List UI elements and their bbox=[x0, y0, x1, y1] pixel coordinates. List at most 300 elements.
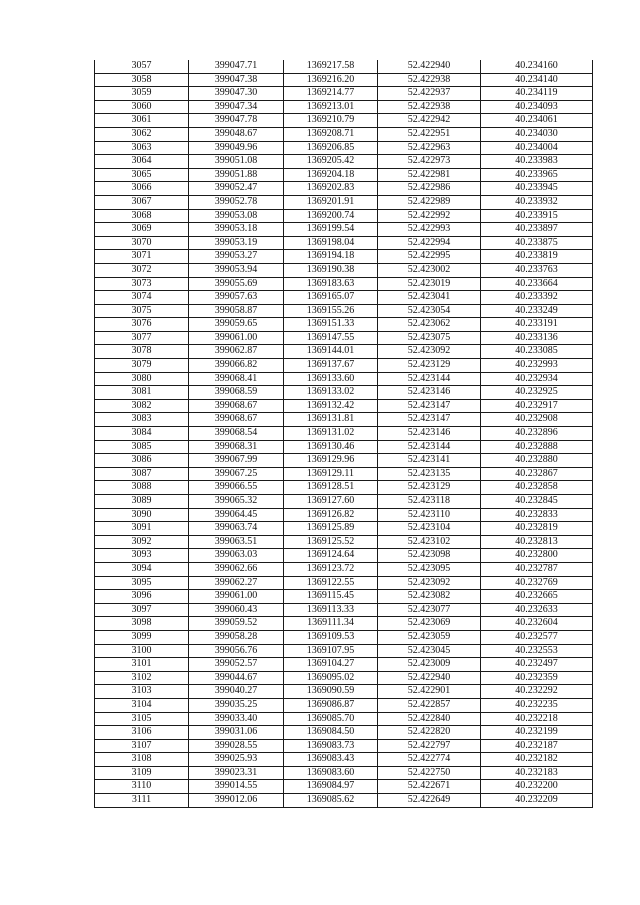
point-number-cell: 3081 bbox=[95, 386, 189, 400]
table-row bbox=[95, 223, 593, 237]
point-number-cell: 3059 bbox=[95, 87, 189, 101]
point-number-cell: 3102 bbox=[95, 671, 189, 685]
latitude-cell: 52.422774 bbox=[378, 753, 481, 767]
x-coordinate-cell: 399023.31 bbox=[189, 766, 284, 780]
longitude-cell: 40.232896 bbox=[481, 427, 593, 441]
latitude-cell: 52.423069 bbox=[378, 617, 481, 631]
coordinates-table bbox=[94, 60, 593, 808]
y-coordinate-cell: 1369198.04 bbox=[284, 236, 378, 250]
table-row bbox=[95, 141, 593, 155]
table-row bbox=[95, 454, 593, 468]
y-coordinate-cell: 1369144.01 bbox=[284, 345, 378, 359]
x-coordinate-cell: 399064.45 bbox=[189, 508, 284, 522]
y-coordinate-cell: 1369206.85 bbox=[284, 141, 378, 155]
x-coordinate-cell: 399065.32 bbox=[189, 495, 284, 509]
table-row bbox=[95, 100, 593, 114]
table-row bbox=[95, 535, 593, 549]
table-row bbox=[95, 481, 593, 495]
point-number-cell: 3078 bbox=[95, 345, 189, 359]
table-row bbox=[95, 549, 593, 563]
point-number-cell: 3091 bbox=[95, 522, 189, 536]
y-coordinate-cell: 1369205.42 bbox=[284, 155, 378, 169]
y-coordinate-cell: 1369085.62 bbox=[284, 794, 378, 808]
table-row bbox=[95, 630, 593, 644]
y-coordinate-cell: 1369083.60 bbox=[284, 766, 378, 780]
table-row bbox=[95, 780, 593, 794]
x-coordinate-cell: 399068.59 bbox=[189, 386, 284, 400]
y-coordinate-cell: 1369125.89 bbox=[284, 522, 378, 536]
latitude-cell: 52.422938 bbox=[378, 100, 481, 114]
table-row bbox=[95, 386, 593, 400]
latitude-cell: 52.422993 bbox=[378, 223, 481, 237]
point-number-cell: 3104 bbox=[95, 698, 189, 712]
point-number-cell: 3067 bbox=[95, 195, 189, 209]
point-number-cell: 3069 bbox=[95, 223, 189, 237]
latitude-cell: 52.423129 bbox=[378, 359, 481, 373]
point-number-cell: 3090 bbox=[95, 508, 189, 522]
longitude-cell: 40.232917 bbox=[481, 399, 593, 413]
longitude-cell: 40.234140 bbox=[481, 73, 593, 87]
latitude-cell: 52.423135 bbox=[378, 467, 481, 481]
x-coordinate-cell: 399053.94 bbox=[189, 263, 284, 277]
x-coordinate-cell: 399047.30 bbox=[189, 87, 284, 101]
longitude-cell: 40.232858 bbox=[481, 481, 593, 495]
y-coordinate-cell: 1369213.01 bbox=[284, 100, 378, 114]
longitude-cell: 40.233932 bbox=[481, 195, 593, 209]
longitude-cell: 40.233191 bbox=[481, 318, 593, 332]
y-coordinate-cell: 1369115.45 bbox=[284, 590, 378, 604]
table-row bbox=[95, 658, 593, 672]
table-row bbox=[95, 739, 593, 753]
longitude-cell: 40.233136 bbox=[481, 331, 593, 345]
y-coordinate-cell: 1369107.95 bbox=[284, 644, 378, 658]
point-number-cell: 3098 bbox=[95, 617, 189, 631]
x-coordinate-cell: 399014.55 bbox=[189, 780, 284, 794]
x-coordinate-cell: 399063.74 bbox=[189, 522, 284, 536]
latitude-cell: 52.423104 bbox=[378, 522, 481, 536]
point-number-cell: 3100 bbox=[95, 644, 189, 658]
latitude-cell: 52.423082 bbox=[378, 590, 481, 604]
table-row bbox=[95, 753, 593, 767]
longitude-cell: 40.232187 bbox=[481, 739, 593, 753]
latitude-cell: 52.422797 bbox=[378, 739, 481, 753]
x-coordinate-cell: 399067.99 bbox=[189, 454, 284, 468]
y-coordinate-cell: 1369122.55 bbox=[284, 576, 378, 590]
longitude-cell: 40.233392 bbox=[481, 291, 593, 305]
latitude-cell: 52.422973 bbox=[378, 155, 481, 169]
point-number-cell: 3057 bbox=[95, 60, 189, 73]
x-coordinate-cell: 399035.25 bbox=[189, 698, 284, 712]
x-coordinate-cell: 399049.96 bbox=[189, 141, 284, 155]
latitude-cell: 52.422820 bbox=[378, 726, 481, 740]
y-coordinate-cell: 1369155.26 bbox=[284, 304, 378, 318]
latitude-cell: 52.423146 bbox=[378, 386, 481, 400]
latitude-cell: 52.423098 bbox=[378, 549, 481, 563]
latitude-cell: 52.423147 bbox=[378, 413, 481, 427]
table-row bbox=[95, 698, 593, 712]
y-coordinate-cell: 1369129.11 bbox=[284, 467, 378, 481]
point-number-cell: 3076 bbox=[95, 318, 189, 332]
latitude-cell: 52.422995 bbox=[378, 250, 481, 264]
x-coordinate-cell: 399062.87 bbox=[189, 345, 284, 359]
table-row bbox=[95, 508, 593, 522]
x-coordinate-cell: 399033.40 bbox=[189, 712, 284, 726]
x-coordinate-cell: 399052.78 bbox=[189, 195, 284, 209]
x-coordinate-cell: 399053.18 bbox=[189, 223, 284, 237]
latitude-cell: 52.423144 bbox=[378, 440, 481, 454]
x-coordinate-cell: 399047.34 bbox=[189, 100, 284, 114]
table-row bbox=[95, 331, 593, 345]
point-number-cell: 3085 bbox=[95, 440, 189, 454]
latitude-cell: 52.422750 bbox=[378, 766, 481, 780]
point-number-cell: 3088 bbox=[95, 481, 189, 495]
y-coordinate-cell: 1369137.67 bbox=[284, 359, 378, 373]
point-number-cell: 3089 bbox=[95, 495, 189, 509]
y-coordinate-cell: 1369201.91 bbox=[284, 195, 378, 209]
point-number-cell: 3087 bbox=[95, 467, 189, 481]
x-coordinate-cell: 399061.00 bbox=[189, 331, 284, 345]
y-coordinate-cell: 1369085.70 bbox=[284, 712, 378, 726]
longitude-cell: 40.232845 bbox=[481, 495, 593, 509]
y-coordinate-cell: 1369131.02 bbox=[284, 427, 378, 441]
latitude-cell: 52.422994 bbox=[378, 236, 481, 250]
longitude-cell: 40.234119 bbox=[481, 87, 593, 101]
y-coordinate-cell: 1369200.74 bbox=[284, 209, 378, 223]
table-row bbox=[95, 495, 593, 509]
latitude-cell: 52.423144 bbox=[378, 372, 481, 386]
x-coordinate-cell: 399025.93 bbox=[189, 753, 284, 767]
latitude-cell: 52.423146 bbox=[378, 427, 481, 441]
latitude-cell: 52.423141 bbox=[378, 454, 481, 468]
latitude-cell: 52.423129 bbox=[378, 481, 481, 495]
point-number-cell: 3097 bbox=[95, 603, 189, 617]
longitude-cell: 40.232819 bbox=[481, 522, 593, 536]
longitude-cell: 40.232908 bbox=[481, 413, 593, 427]
y-coordinate-cell: 1369165.07 bbox=[284, 291, 378, 305]
longitude-cell: 40.233819 bbox=[481, 250, 593, 264]
point-number-cell: 3080 bbox=[95, 372, 189, 386]
longitude-cell: 40.232183 bbox=[481, 766, 593, 780]
point-number-cell: 3063 bbox=[95, 141, 189, 155]
longitude-cell: 40.233945 bbox=[481, 182, 593, 196]
y-coordinate-cell: 1369113.33 bbox=[284, 603, 378, 617]
table-row bbox=[95, 318, 593, 332]
table-row bbox=[95, 522, 593, 536]
table-row bbox=[95, 209, 593, 223]
x-coordinate-cell: 399051.08 bbox=[189, 155, 284, 169]
table-row bbox=[95, 195, 593, 209]
y-coordinate-cell: 1369147.55 bbox=[284, 331, 378, 345]
x-coordinate-cell: 399058.28 bbox=[189, 630, 284, 644]
point-number-cell: 3079 bbox=[95, 359, 189, 373]
latitude-cell: 52.423045 bbox=[378, 644, 481, 658]
latitude-cell: 52.423102 bbox=[378, 535, 481, 549]
point-number-cell: 3066 bbox=[95, 182, 189, 196]
x-coordinate-cell: 399055.69 bbox=[189, 277, 284, 291]
table-row bbox=[95, 359, 593, 373]
point-number-cell: 3072 bbox=[95, 263, 189, 277]
y-coordinate-cell: 1369128.51 bbox=[284, 481, 378, 495]
table-row bbox=[95, 345, 593, 359]
y-coordinate-cell: 1369217.58 bbox=[284, 60, 378, 73]
latitude-cell: 52.423092 bbox=[378, 345, 481, 359]
table-row bbox=[95, 372, 593, 386]
longitude-cell: 40.232833 bbox=[481, 508, 593, 522]
longitude-cell: 40.232182 bbox=[481, 753, 593, 767]
latitude-cell: 52.422951 bbox=[378, 127, 481, 141]
y-coordinate-cell: 1369124.64 bbox=[284, 549, 378, 563]
latitude-cell: 52.422901 bbox=[378, 685, 481, 699]
longitude-cell: 40.234160 bbox=[481, 60, 593, 73]
table-row bbox=[95, 617, 593, 631]
x-coordinate-cell: 399068.31 bbox=[189, 440, 284, 454]
x-coordinate-cell: 399047.71 bbox=[189, 60, 284, 73]
y-coordinate-cell: 1369132.42 bbox=[284, 399, 378, 413]
x-coordinate-cell: 399047.78 bbox=[189, 114, 284, 128]
point-number-cell: 3077 bbox=[95, 331, 189, 345]
point-number-cell: 3071 bbox=[95, 250, 189, 264]
x-coordinate-cell: 399012.06 bbox=[189, 794, 284, 808]
longitude-cell: 40.232497 bbox=[481, 658, 593, 672]
longitude-cell: 40.232800 bbox=[481, 549, 593, 563]
table-row bbox=[95, 60, 593, 73]
y-coordinate-cell: 1369129.96 bbox=[284, 454, 378, 468]
longitude-cell: 40.232769 bbox=[481, 576, 593, 590]
y-coordinate-cell: 1369133.02 bbox=[284, 386, 378, 400]
latitude-cell: 52.422940 bbox=[378, 60, 481, 73]
x-coordinate-cell: 399068.54 bbox=[189, 427, 284, 441]
longitude-cell: 40.233085 bbox=[481, 345, 593, 359]
longitude-cell: 40.232292 bbox=[481, 685, 593, 699]
point-number-cell: 3096 bbox=[95, 590, 189, 604]
x-coordinate-cell: 399048.67 bbox=[189, 127, 284, 141]
point-number-cell: 3083 bbox=[95, 413, 189, 427]
point-number-cell: 3074 bbox=[95, 291, 189, 305]
latitude-cell: 52.423092 bbox=[378, 576, 481, 590]
latitude-cell: 52.423002 bbox=[378, 263, 481, 277]
longitude-cell: 40.232209 bbox=[481, 794, 593, 808]
table-row bbox=[95, 427, 593, 441]
table-row bbox=[95, 73, 593, 87]
point-number-cell: 3093 bbox=[95, 549, 189, 563]
point-number-cell: 3101 bbox=[95, 658, 189, 672]
table-row bbox=[95, 590, 593, 604]
point-number-cell: 3082 bbox=[95, 399, 189, 413]
latitude-cell: 52.422938 bbox=[378, 73, 481, 87]
y-coordinate-cell: 1369214.77 bbox=[284, 87, 378, 101]
longitude-cell: 40.232813 bbox=[481, 535, 593, 549]
y-coordinate-cell: 1369151.33 bbox=[284, 318, 378, 332]
table-row bbox=[95, 644, 593, 658]
latitude-cell: 52.422989 bbox=[378, 195, 481, 209]
latitude-cell: 52.423059 bbox=[378, 630, 481, 644]
y-coordinate-cell: 1369126.82 bbox=[284, 508, 378, 522]
x-coordinate-cell: 399028.55 bbox=[189, 739, 284, 753]
table-row bbox=[95, 114, 593, 128]
longitude-cell: 40.232553 bbox=[481, 644, 593, 658]
y-coordinate-cell: 1369131.81 bbox=[284, 413, 378, 427]
y-coordinate-cell: 1369210.79 bbox=[284, 114, 378, 128]
x-coordinate-cell: 399061.00 bbox=[189, 590, 284, 604]
y-coordinate-cell: 1369104.27 bbox=[284, 658, 378, 672]
longitude-cell: 40.232359 bbox=[481, 671, 593, 685]
table-row bbox=[95, 685, 593, 699]
longitude-cell: 40.233965 bbox=[481, 168, 593, 182]
longitude-cell: 40.232199 bbox=[481, 726, 593, 740]
point-number-cell: 3107 bbox=[95, 739, 189, 753]
point-number-cell: 3103 bbox=[95, 685, 189, 699]
latitude-cell: 52.422840 bbox=[378, 712, 481, 726]
point-number-cell: 3095 bbox=[95, 576, 189, 590]
latitude-cell: 52.423041 bbox=[378, 291, 481, 305]
longitude-cell: 40.233983 bbox=[481, 155, 593, 169]
x-coordinate-cell: 399062.66 bbox=[189, 562, 284, 576]
longitude-cell: 40.233763 bbox=[481, 263, 593, 277]
x-coordinate-cell: 399057.63 bbox=[189, 291, 284, 305]
table-row bbox=[95, 712, 593, 726]
point-number-cell: 3062 bbox=[95, 127, 189, 141]
point-number-cell: 3110 bbox=[95, 780, 189, 794]
y-coordinate-cell: 1369083.43 bbox=[284, 753, 378, 767]
x-coordinate-cell: 399060.43 bbox=[189, 603, 284, 617]
latitude-cell: 52.423095 bbox=[378, 562, 481, 576]
y-coordinate-cell: 1369183.63 bbox=[284, 277, 378, 291]
x-coordinate-cell: 399066.82 bbox=[189, 359, 284, 373]
y-coordinate-cell: 1369130.46 bbox=[284, 440, 378, 454]
x-coordinate-cell: 399059.52 bbox=[189, 617, 284, 631]
x-coordinate-cell: 399063.51 bbox=[189, 535, 284, 549]
x-coordinate-cell: 399068.41 bbox=[189, 372, 284, 386]
table-row bbox=[95, 182, 593, 196]
longitude-cell: 40.232200 bbox=[481, 780, 593, 794]
point-number-cell: 3086 bbox=[95, 454, 189, 468]
y-coordinate-cell: 1369084.50 bbox=[284, 726, 378, 740]
point-number-cell: 3068 bbox=[95, 209, 189, 223]
point-number-cell: 3070 bbox=[95, 236, 189, 250]
y-coordinate-cell: 1369086.87 bbox=[284, 698, 378, 712]
longitude-cell: 40.232993 bbox=[481, 359, 593, 373]
table-row bbox=[95, 304, 593, 318]
table-row bbox=[95, 576, 593, 590]
x-coordinate-cell: 399053.19 bbox=[189, 236, 284, 250]
point-number-cell: 3106 bbox=[95, 726, 189, 740]
y-coordinate-cell: 1369208.71 bbox=[284, 127, 378, 141]
point-number-cell: 3058 bbox=[95, 73, 189, 87]
x-coordinate-cell: 399068.67 bbox=[189, 413, 284, 427]
point-number-cell: 3094 bbox=[95, 562, 189, 576]
table-body bbox=[95, 60, 593, 807]
table-row bbox=[95, 467, 593, 481]
longitude-cell: 40.232665 bbox=[481, 590, 593, 604]
table-row bbox=[95, 399, 593, 413]
table-row bbox=[95, 250, 593, 264]
latitude-cell: 52.423009 bbox=[378, 658, 481, 672]
table-row bbox=[95, 168, 593, 182]
longitude-cell: 40.233664 bbox=[481, 277, 593, 291]
longitude-cell: 40.232888 bbox=[481, 440, 593, 454]
point-number-cell: 3064 bbox=[95, 155, 189, 169]
y-coordinate-cell: 1369090.59 bbox=[284, 685, 378, 699]
y-coordinate-cell: 1369111.34 bbox=[284, 617, 378, 631]
point-number-cell: 3060 bbox=[95, 100, 189, 114]
longitude-cell: 40.232925 bbox=[481, 386, 593, 400]
latitude-cell: 52.422940 bbox=[378, 671, 481, 685]
longitude-cell: 40.232604 bbox=[481, 617, 593, 631]
x-coordinate-cell: 399058.87 bbox=[189, 304, 284, 318]
latitude-cell: 52.422981 bbox=[378, 168, 481, 182]
latitude-cell: 52.423075 bbox=[378, 331, 481, 345]
y-coordinate-cell: 1369194.18 bbox=[284, 250, 378, 264]
longitude-cell: 40.234030 bbox=[481, 127, 593, 141]
y-coordinate-cell: 1369095.02 bbox=[284, 671, 378, 685]
x-coordinate-cell: 399068.67 bbox=[189, 399, 284, 413]
longitude-cell: 40.234061 bbox=[481, 114, 593, 128]
latitude-cell: 52.423019 bbox=[378, 277, 481, 291]
y-coordinate-cell: 1369190.38 bbox=[284, 263, 378, 277]
longitude-cell: 40.234093 bbox=[481, 100, 593, 114]
y-coordinate-cell: 1369127.60 bbox=[284, 495, 378, 509]
y-coordinate-cell: 1369199.54 bbox=[284, 223, 378, 237]
point-number-cell: 3065 bbox=[95, 168, 189, 182]
y-coordinate-cell: 1369204.18 bbox=[284, 168, 378, 182]
point-number-cell: 3073 bbox=[95, 277, 189, 291]
x-coordinate-cell: 399040.27 bbox=[189, 685, 284, 699]
y-coordinate-cell: 1369216.20 bbox=[284, 73, 378, 87]
point-number-cell: 3099 bbox=[95, 630, 189, 644]
latitude-cell: 52.422671 bbox=[378, 780, 481, 794]
x-coordinate-cell: 399053.08 bbox=[189, 209, 284, 223]
latitude-cell: 52.422992 bbox=[378, 209, 481, 223]
longitude-cell: 40.232787 bbox=[481, 562, 593, 576]
longitude-cell: 40.232235 bbox=[481, 698, 593, 712]
table-row bbox=[95, 277, 593, 291]
x-coordinate-cell: 399047.38 bbox=[189, 73, 284, 87]
y-coordinate-cell: 1369123.72 bbox=[284, 562, 378, 576]
table-row bbox=[95, 603, 593, 617]
table-row bbox=[95, 794, 593, 808]
latitude-cell: 52.422937 bbox=[378, 87, 481, 101]
x-coordinate-cell: 399052.57 bbox=[189, 658, 284, 672]
point-number-cell: 3075 bbox=[95, 304, 189, 318]
x-coordinate-cell: 399053.27 bbox=[189, 250, 284, 264]
y-coordinate-cell: 1369125.52 bbox=[284, 535, 378, 549]
x-coordinate-cell: 399052.47 bbox=[189, 182, 284, 196]
latitude-cell: 52.423077 bbox=[378, 603, 481, 617]
latitude-cell: 52.422986 bbox=[378, 182, 481, 196]
longitude-cell: 40.232934 bbox=[481, 372, 593, 386]
latitude-cell: 52.422649 bbox=[378, 794, 481, 808]
x-coordinate-cell: 399056.76 bbox=[189, 644, 284, 658]
longitude-cell: 40.232867 bbox=[481, 467, 593, 481]
longitude-cell: 40.233249 bbox=[481, 304, 593, 318]
y-coordinate-cell: 1369084.97 bbox=[284, 780, 378, 794]
latitude-cell: 52.423110 bbox=[378, 508, 481, 522]
table-row bbox=[95, 263, 593, 277]
latitude-cell: 52.423147 bbox=[378, 399, 481, 413]
longitude-cell: 40.232633 bbox=[481, 603, 593, 617]
table-row bbox=[95, 671, 593, 685]
point-number-cell: 3061 bbox=[95, 114, 189, 128]
table-row bbox=[95, 291, 593, 305]
latitude-cell: 52.422857 bbox=[378, 698, 481, 712]
point-number-cell: 3109 bbox=[95, 766, 189, 780]
point-number-cell: 3111 bbox=[95, 794, 189, 808]
table-row bbox=[95, 440, 593, 454]
y-coordinate-cell: 1369133.60 bbox=[284, 372, 378, 386]
table-row bbox=[95, 562, 593, 576]
longitude-cell: 40.232880 bbox=[481, 454, 593, 468]
x-coordinate-cell: 399062.27 bbox=[189, 576, 284, 590]
